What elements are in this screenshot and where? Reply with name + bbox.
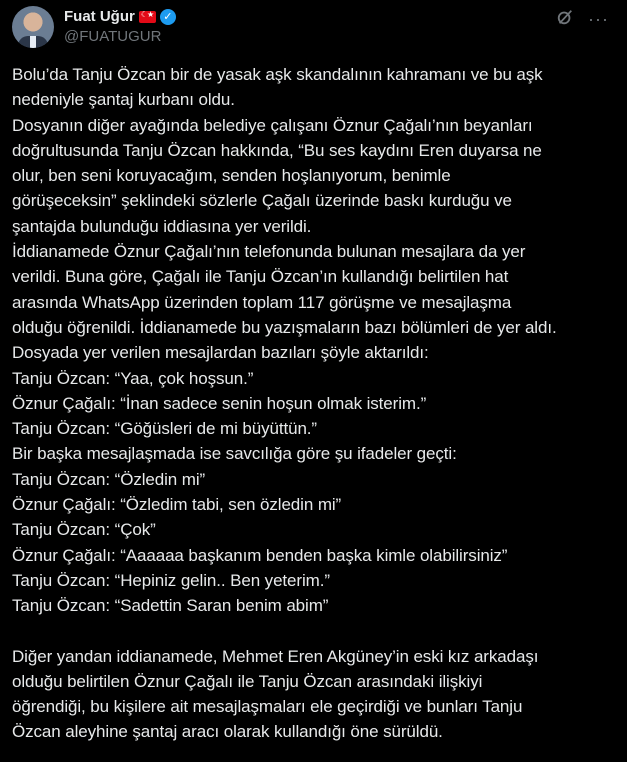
tweet-line: Özcan aleyhine şantaj aracı olarak kullandığı öne sürüldü. <box>12 722 443 742</box>
tweet-line: Diğer yandan iddianamede, Mehmet Eren Akgüney’in eski kız arkadaşı <box>12 646 539 666</box>
tweet-line: olduğu öğrenildi. İddianamede bu yazışmaların bazı bölümleri de yer aldı. <box>12 317 557 337</box>
tweet-line: Tanju Özcan: “Çok” <box>12 520 156 540</box>
turkey-flag-icon <box>139 11 156 23</box>
tweet-line: olur, ben seni koruyacağım, senden hoşlanıyorum, benimle <box>12 166 451 186</box>
author-handle[interactable]: @FUATUGUR <box>64 28 162 45</box>
tweet-line: Tanju Özcan: “Yaa, çok hoşsun.” <box>12 368 254 388</box>
tweet-line: Dosyada yer verilen mesajlardan bazıları şöyle aktarıldı: <box>12 343 429 363</box>
tweet-line: Tanju Özcan: “Hepiniz gelin.. Ben yeterim.” <box>12 570 330 590</box>
tweet-line: doğrultusunda Tanju Özcan hakkında, “Bu ses kaydını Eren duyarsa ne <box>12 140 542 160</box>
avatar-shirt <box>30 36 36 48</box>
tweet-line: görüşeceksin” şeklindeki sözlerle Çağalı üzerinde baskı kurduğu ve <box>12 191 512 211</box>
more-icon[interactable]: ··· <box>588 9 609 29</box>
tweet-line: arasında WhatsApp üzerinden toplam 117 görüşme ve mesajlaşma <box>12 292 512 312</box>
grok-icon[interactable] <box>556 8 574 31</box>
tweet-line: Öznur Çağalı: “Aaaaaa başkanım benden başka kimle olabilirsiniz” <box>12 545 508 565</box>
verified-badge-icon: ✓ <box>160 9 176 25</box>
tweet-line: verildi. Buna göre, Çağalı ile Tanju Özcan’ın kullandığı belirtilen hat <box>12 267 509 287</box>
author-name[interactable]: Fuat Uğur <box>64 8 135 25</box>
tweet-line: Bir başka mesajlaşmada ise savcılığa göre şu ifadeler geçti: <box>12 444 457 464</box>
tweet-line: Bolu’da Tanju Özcan bir de yasak aşk skandalının kahramanı ve bu aşk <box>12 65 543 84</box>
tweet-line: Öznur Çağalı: “İnan sadece senin hoşun olmak isterim.” <box>12 393 427 413</box>
tweet-line: olduğu belirtilen Öznur Çağalı ile Tanju Özcan arasındaki ilişkiyi <box>12 671 483 691</box>
tweet-line: öğrendiği, bu kişilere ait mesajlaşmaları ele geçirdiği ve bunları Tanju <box>12 697 523 717</box>
paragraph-gap <box>12 619 620 644</box>
tweet-line: Tanju Özcan: “Göğüsleri de mi büyüttün.” <box>12 419 317 439</box>
tweet-line: İddianamede Öznur Çağalı’nın telefonunda bulunan mesajlara da yer <box>12 242 526 262</box>
tweet-text <box>12 62 620 745</box>
avatar[interactable] <box>12 6 54 48</box>
tweet-line: nedeniyle şantaj kurbanı oldu. <box>12 90 235 110</box>
tweet-header <box>12 6 615 50</box>
tweet-line: Tanju Özcan: “Sadettin Saran benim abim” <box>12 596 329 616</box>
tweet-line: şantajda bulunduğu iddiasına yer verildi. <box>12 216 312 236</box>
tweet-line: Tanju Özcan: “Özledin mi” <box>12 469 206 489</box>
tweet-actions <box>556 8 609 31</box>
tweet-line: Öznur Çağalı: “Özledim tabi, sen özledin mi” <box>12 495 342 515</box>
tweet-line: Dosyanın diğer ayağında belediye çalışanı Öznur Çağalı’nın beyanları <box>12 115 533 135</box>
author-name-row <box>64 8 176 25</box>
